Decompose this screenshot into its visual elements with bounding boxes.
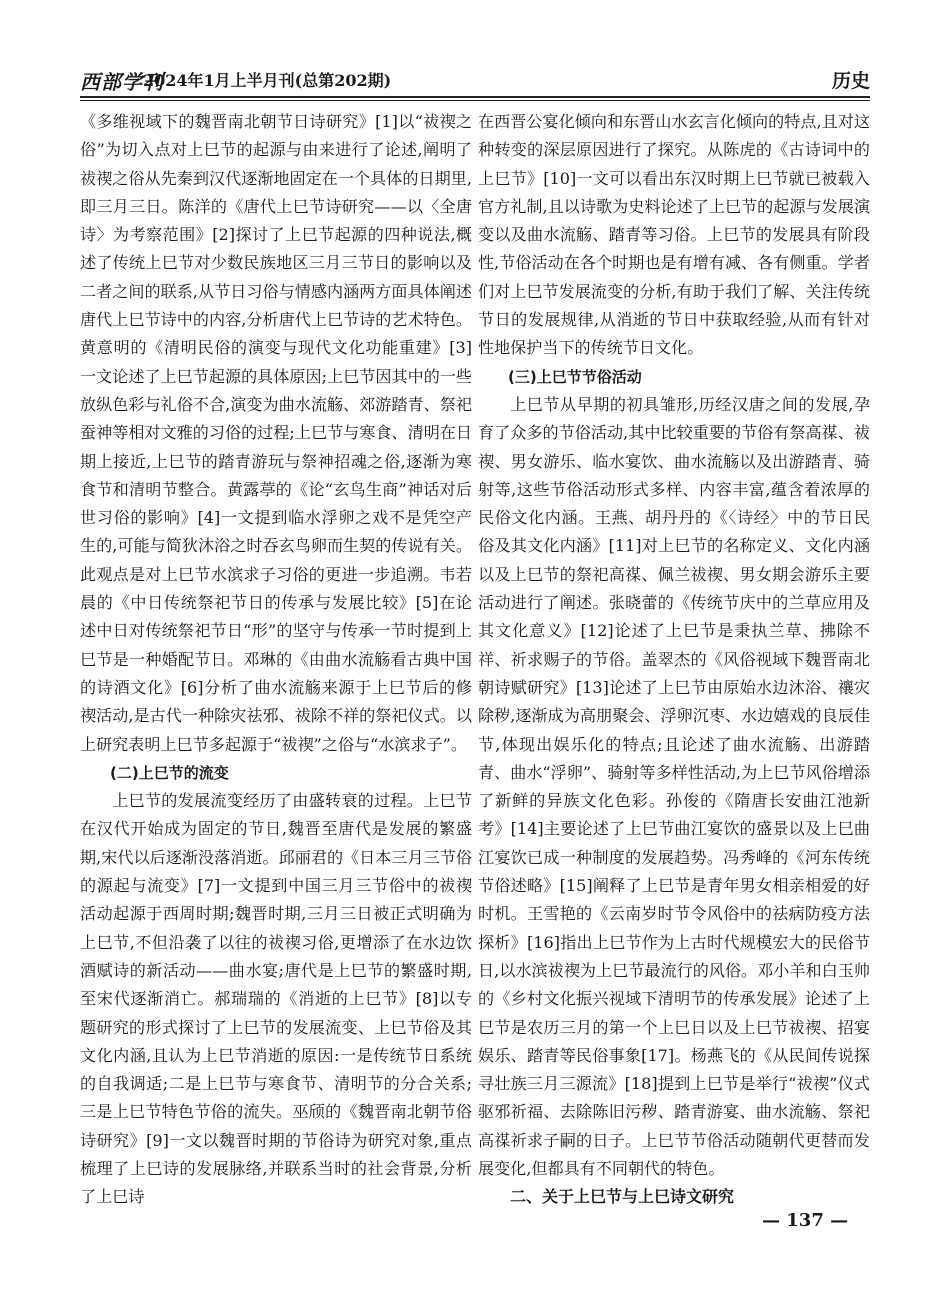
paragraph: 《多维视域下的魏晋南北朝节日诗研究》[1]以“祓禊之俗”为切入点对上巳节的起源与由来进行了论述,阐明了祓禊之俗从先秦到汉代逐渐地固定在一个具体的日期里,即三月三日。陈洋的《唐代上巳节诗研究——以〈全唐诗〉为考察范围》[2]探讨了上巳节起源的四种说法,概述了传统上巳节对少数民族地区三月三节日的影响以及二者之间的联系,从节日习俗与情感内涵两方面具体阐述唐代上巳节诗中的内容,分析唐代上巳节诗的艺术特色。黄意明的《清明民俗的演变与现代文化功能重建》[3]一文论述了上巳节起源的具体原因;上巳节因其中的一些放纵色彩与礼俗不合,演变为曲水流觞、郊游踏青、祭祀蚕神等相对文雅的习俗的过程;上巳节与寒食、清明在日期上接近,上巳节的踏青游玩与祭神招魂之俗,逐渐为寒食节和清明节整合。黄露葶的《论“玄鸟生商”神话对后世习俗的影响》[4]一文提到临水浮卵之戏不是凭空产生的,可能与简狄沐浴之时吞玄鸟卵而生契的传说有关。此观点是对上巳节水滨求子习俗的更进一步追溯。韦若晨的《中日传统祭祀节日的传承与发展比较》[5]在论述中日对传统祭祀节日“形”的坚守与传承一节时提到上巳节是一种婚配节日。邓琳的《由曲水流觞看古典中国的诗酒文化》[6]分析了曲水流觞来源于上巳节后的修禊活动,是古代一种除灾祛邪、祓除不祥的祭祀仪式。以上研究表明上巳节多起源于“祓禊”之俗与“水滨求子”。 xyxy=(80,112,472,754)
section-heading: 二、关于上巳节与上巳诗文研究 xyxy=(510,1187,735,1207)
left-column xyxy=(80,108,472,1208)
paragraph: 上巳节从早期的初具雏形,历经汉唐之间的发展,孕育了众多的节俗活动,其中比较重要的节俗有祭高禖、祓禊、男女游乐、临水宴饮、曲水流觞以及出游踏青、骑射等,这些节俗活动形式多样、内容丰富,蕴含着浓厚的民俗文化内涵。王燕、胡丹丹的《〈诗经〉中的节日民俗及其文化内涵》[11]对上巳节的名称定义、文化内涵以及上巳节的祭祀高禖、佩兰祓禊、男女期会游乐主要活动进行了阐述。张晓蕾的《传统节庆中的兰草应用及其文化意义》[12]论述了上巳节是秉执兰草、拂除不祥、祈求赐子的节俗。盖翠杰的《风俗视域下魏晋南北朝诗赋研究》[13]论述了上巳节由原始水边沐浴、禳灾除秽,逐渐成为高朋聚会、浮卵沉枣、水边嬉戏的良辰佳节,体现出娱乐化的特点;且论述了曲水流觞、出游踏青、曲水“浮卵”、骑射等多样性活动,为上巳节风俗增添了新鲜的异族文化色彩。孙俊的《隋唐长安曲江池新考》[14]主要论述了上巳节曲江宴饮的盛景以及上巳曲江宴饮已成一种制度的发展趋势。冯秀峰的《河东传统节俗述略》[15]阐释了上巳节是青年男女相亲相爱的好时机。王雪艳的《云南岁时节令风俗中的祛病防疫方法探析》[16]指出上巳节作为上古时代规模宏大的民俗节日,以水滨祓禊为上巳节最流行的风俗。邓小羊和白玉帅的《乡村文化振兴视域下清明节的传承发展》论述了上巳节是农历三月的第一个上巳日以及上巳节祓禊、招宴娱乐、踏青等民俗事象[17]。杨燕飞的《从民间传说探寻壮族三月三源流》[18]提到上巳节是举行“祓禊”仪式驱邪祈福、去除陈旧污秽、踏青游宴、曲水流觞、祭祀高禖祈求子嗣的日子。上巳节节俗活动随朝代更替而发展变化,但都具有不同朝代的特色。 xyxy=(478,394,870,1178)
page-number: — 137 — xyxy=(762,1210,849,1231)
header-rule-thick xyxy=(80,96,870,98)
issue-info: 2024年1月上半月刊(总第202期) xyxy=(143,71,392,90)
section-label: 历史 xyxy=(831,70,870,92)
paragraph: 上巳节的发展流变经历了由盛转衰的过程。上巳节在汉代开始成为固定的节日,魏晋至唐代是发展的繁盛期,宋代以后逐渐没落消逝。邱丽君的《日本三月三节俗的源起与流变》[7]一文提到中国三月三节俗中的祓禊活动起源于西周时期;魏晋时期,三月三日被正式明确为上巳节,不但沿袭了以往的祓禊习俗,更增添了在水边饮酒赋诗的新活动——曲水宴;唐代是上巳节的繁盛时期,至宋代逐渐消亡。郝瑞瑞的《消逝的上巳节》[8]以专题研究的形式探讨了上巳节的发展流变、上巳节俗及其文化内涵,且认为上巳节消逝的原因:一是传统节日系统的自我调适;二是上巳节与寒食节、清明节的分合关系;三是上巳节特色节俗的流失。巫颀的《魏晋南北朝节俗诗研究》[9]一文以魏晋时期的节俗诗为研究对象,重点梳理了上巳诗的发展脉络,并联系当时的社会背景,分析了上巳诗 xyxy=(80,791,472,1207)
header-rule-thin xyxy=(80,100,870,101)
right-column xyxy=(478,108,870,1208)
subsection-heading: (二)上巳节的流变 xyxy=(110,763,229,782)
journal-logo: 西部学刊 xyxy=(80,70,164,94)
running-header xyxy=(80,66,870,94)
paragraph: 在西晋公宴化倾向和东晋山水玄言化倾向的特点,且对这种转变的深层原因进行了探究。从陈虎的《古诗词中的上巳节》[10]一文可以看出东汉时期上巳节就已被载入官方礼制,且以诗歌为史料论述了上巳节的起源与发展演变以及曲水流觞、踏青等习俗。上巳节的发展具有阶段性,节俗活动在各个时期也是有增有减、各有侧重。学者们对上巳节发展流变的分析,有助于我们了解、关注传统节日的发展规律,从消逝的节日中获取经验,从而有针对性地保护当下的传统节日文化。 xyxy=(478,112,870,358)
subsection-heading: (三)上巳节节俗活动 xyxy=(508,367,642,386)
